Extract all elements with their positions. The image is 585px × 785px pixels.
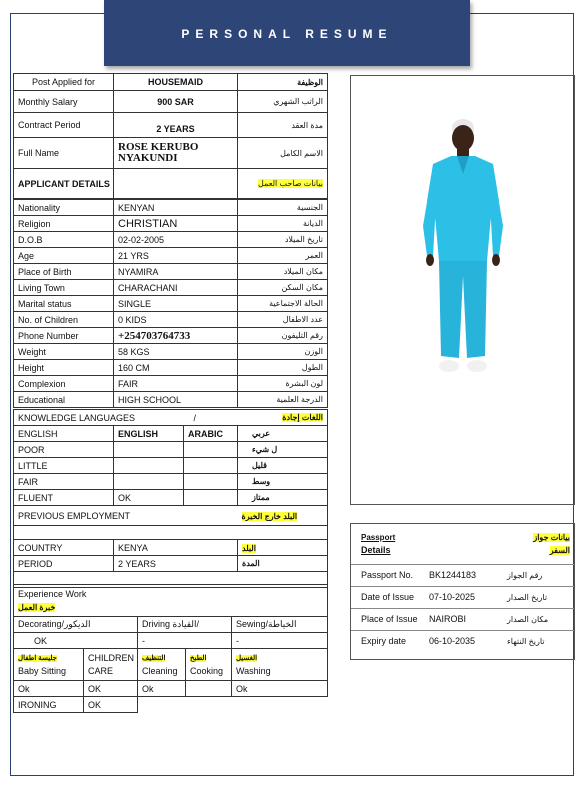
language-english	[114, 458, 184, 474]
detail-value: FAIR	[114, 376, 238, 392]
contract-label: Contract Period	[14, 113, 114, 138]
passport-field-label: Place of Issue	[351, 608, 425, 630]
employment-label: PREVIOUS EMPLOYMENT	[14, 506, 238, 526]
detail-row	[14, 296, 328, 312]
name-label: Full Name	[14, 138, 114, 169]
detail-value: SINGLE	[114, 296, 238, 312]
applicant-photo	[351, 76, 574, 504]
detail-label: Religion	[14, 216, 114, 232]
passport-field-value: NAIROBI	[425, 608, 503, 630]
languages-label: KNOWLEDGE LANGUAGES	[18, 412, 136, 423]
detail-value: HIGH SCHOOL	[114, 392, 238, 408]
detail-ar: الدرجة العلمية	[238, 392, 328, 408]
decorating-label: Decorating/الديكور	[14, 617, 138, 633]
washing-ar: الغسيل	[236, 655, 258, 662]
detail-ar: لون البشرة	[238, 376, 328, 392]
detail-ar: مكان الميلاد	[238, 264, 328, 280]
detail-row	[14, 264, 328, 280]
period-value: 2 YEARS	[114, 556, 238, 572]
children-value: OK	[84, 681, 138, 697]
language-ar: وسط	[238, 474, 328, 490]
cooking-ar: الطبخ	[190, 655, 207, 662]
language-english	[114, 474, 184, 490]
language-arabic	[184, 490, 238, 506]
baby-label: Baby Sitting	[18, 666, 67, 676]
detail-row	[14, 328, 328, 344]
passport-label2: Details	[361, 544, 391, 555]
passport-box	[350, 523, 575, 660]
experience-table	[13, 584, 328, 713]
detail-ar: مكان السكن	[238, 280, 328, 296]
detail-value: CHRISTIAN	[114, 216, 238, 232]
detail-row	[14, 280, 328, 296]
detail-ar: الجنسية	[238, 200, 328, 216]
detail-value: KENYAN	[114, 200, 238, 216]
detail-value: CHARACHANI	[114, 280, 238, 296]
name-ar: الاسم الكامل	[238, 138, 328, 169]
applicant-details-ar: بيانات صاحب العمل	[258, 179, 323, 188]
detail-row	[14, 200, 328, 216]
passport-ar: بيانات جواز	[533, 532, 571, 542]
language-row	[14, 458, 328, 474]
detail-value: +254703764733	[114, 328, 238, 344]
language-arabic	[184, 474, 238, 490]
passport-field-value: 07-10-2025	[425, 586, 503, 608]
title-banner	[104, 0, 470, 66]
detail-row	[14, 376, 328, 392]
passport-ar2: السفر	[549, 545, 571, 555]
detail-ar: الطول	[238, 360, 328, 376]
details-table	[13, 199, 328, 408]
language-ar: قليل	[238, 458, 328, 474]
passport-row	[351, 564, 574, 586]
languages-ar: اللغات إجادة	[282, 413, 323, 422]
sewing-value: -	[232, 633, 328, 649]
languages-sep: /	[193, 412, 197, 423]
detail-label: Complexion	[14, 376, 114, 392]
passport-field-ar: تاريخ النتهاء	[503, 630, 574, 652]
language-row	[14, 442, 328, 458]
detail-value: 0 KIDS	[114, 312, 238, 328]
passport-row	[351, 630, 574, 652]
contract-value: 2 YEARS	[114, 113, 238, 138]
detail-label: Educational	[14, 392, 114, 408]
name-value	[114, 138, 238, 169]
language-row	[14, 426, 328, 442]
language-level: LITTLE	[14, 458, 114, 474]
detail-label: Height	[14, 360, 114, 376]
language-english: ENGLISH	[114, 426, 184, 442]
baby-ar: جليسة اطفال	[18, 655, 57, 662]
post-value: HOUSEMAID	[114, 74, 238, 91]
detail-ar: عدد الاطفال	[238, 312, 328, 328]
washing-label: Washing	[236, 666, 271, 676]
detail-row	[14, 360, 328, 376]
employment-ar: البلد خارج الخبرة	[241, 511, 298, 521]
cooking-label: Cooking	[190, 666, 224, 676]
language-row	[14, 474, 328, 490]
page-title: PERSONAL RESUME	[181, 27, 393, 41]
experience-label: Experience Work	[18, 588, 87, 599]
detail-label: Living Town	[14, 280, 114, 296]
detail-ar: رقم التليفون	[238, 328, 328, 344]
language-ar: ممتاز	[238, 490, 328, 506]
detail-ar: الوزن	[238, 344, 328, 360]
country-label: COUNTRY	[14, 540, 114, 556]
contract-ar: مدة العقد	[238, 113, 328, 138]
salary-label: Monthly Salary	[14, 91, 114, 113]
detail-value: 160 CM	[114, 360, 238, 376]
language-arabic	[184, 442, 238, 458]
employment-table	[13, 505, 328, 588]
language-english	[114, 442, 184, 458]
detail-value: 02-02-2005	[114, 232, 238, 248]
detail-label: No. of Children	[14, 312, 114, 328]
salary-value: 900 SAR	[114, 91, 238, 113]
children-line1: CHILDREN	[88, 652, 135, 663]
languages-table	[13, 409, 328, 506]
passport-table	[351, 524, 574, 652]
ironing-label: IRONING	[14, 697, 84, 713]
detail-label: Nationality	[14, 200, 114, 216]
period-ar: المدة	[238, 556, 328, 572]
sewing-label: Sewing/الخياطة	[232, 617, 328, 633]
language-level: FAIR	[14, 474, 114, 490]
passport-field-value: BK1244183	[425, 564, 503, 586]
language-ar: عربي	[238, 426, 328, 442]
passport-field-ar: مكان الصدار	[503, 608, 574, 630]
passport-label: Passport	[361, 532, 396, 542]
detail-ar: الديانة	[238, 216, 328, 232]
decorating-value: OK	[14, 633, 138, 649]
detail-ar: العمر	[238, 248, 328, 264]
period-label: PERIOD	[14, 556, 114, 572]
passport-field-value: 06-10-2035	[425, 630, 503, 652]
country-value: KENYA	[114, 540, 238, 556]
cleaning-label: Cleaning	[142, 666, 178, 676]
children-line2: CARE	[88, 665, 114, 676]
detail-value: 21 YRS	[114, 248, 238, 264]
passport-field-ar: رقم الجواز	[503, 564, 574, 586]
salary-ar: الراتب الشهري	[238, 91, 328, 113]
post-label: Post Applied for	[14, 74, 114, 91]
detail-value: NYAMIRA	[114, 264, 238, 280]
washing-value: Ok	[232, 681, 328, 697]
name-line2: NYAKUNDI	[118, 152, 178, 164]
photo-box	[350, 75, 575, 505]
detail-ar: الحالة الاجتماعية	[238, 296, 328, 312]
passport-row	[351, 586, 574, 608]
detail-label: Place of Birth	[14, 264, 114, 280]
detail-label: Marital status	[14, 296, 114, 312]
detail-label: Age	[14, 248, 114, 264]
detail-ar: تاريخ الميلاد	[238, 232, 328, 248]
cleaning-value: Ok	[138, 681, 186, 697]
language-english: OK	[114, 490, 184, 506]
applicant-details-label: APPLICANT DETAILS	[14, 169, 114, 199]
detail-row	[14, 392, 328, 408]
detail-label: D.O.B	[14, 232, 114, 248]
passport-row	[351, 608, 574, 630]
language-arabic	[184, 458, 238, 474]
detail-row	[14, 216, 328, 232]
passport-field-label: Date of Issue	[351, 586, 425, 608]
passport-field-ar: تاريخ الصدار	[503, 586, 574, 608]
detail-row	[14, 232, 328, 248]
language-row	[14, 490, 328, 506]
language-level: POOR	[14, 442, 114, 458]
language-level: ENGLISH	[14, 426, 114, 442]
detail-value: 58 KGS	[114, 344, 238, 360]
languages-label-cell	[14, 410, 238, 426]
driving-value: -	[138, 633, 232, 649]
passport-field-label: Passport No.	[351, 564, 425, 586]
country-ar: البلد	[242, 543, 256, 553]
ironing-value: OK	[84, 697, 138, 713]
baby-value: Ok	[14, 681, 84, 697]
cleaning-ar: التنظيف	[142, 655, 166, 662]
driving-label: Driving القيادة/	[138, 617, 232, 633]
language-ar: ل شيء	[238, 442, 328, 458]
detail-label: Weight	[14, 344, 114, 360]
detail-row	[14, 248, 328, 264]
language-arabic: ARABIC	[184, 426, 238, 442]
language-level: FLUENT	[14, 490, 114, 506]
experience-ar: خبرة العمل	[18, 602, 56, 612]
detail-row	[14, 344, 328, 360]
detail-label: Phone Number	[14, 328, 114, 344]
post-ar: الوظيفة	[238, 74, 328, 91]
job-table	[13, 73, 328, 199]
cooking-value	[186, 681, 232, 697]
detail-row	[14, 312, 328, 328]
passport-field-label: Expiry date	[351, 630, 425, 652]
name-line1: ROSE KERUBO	[118, 141, 199, 153]
